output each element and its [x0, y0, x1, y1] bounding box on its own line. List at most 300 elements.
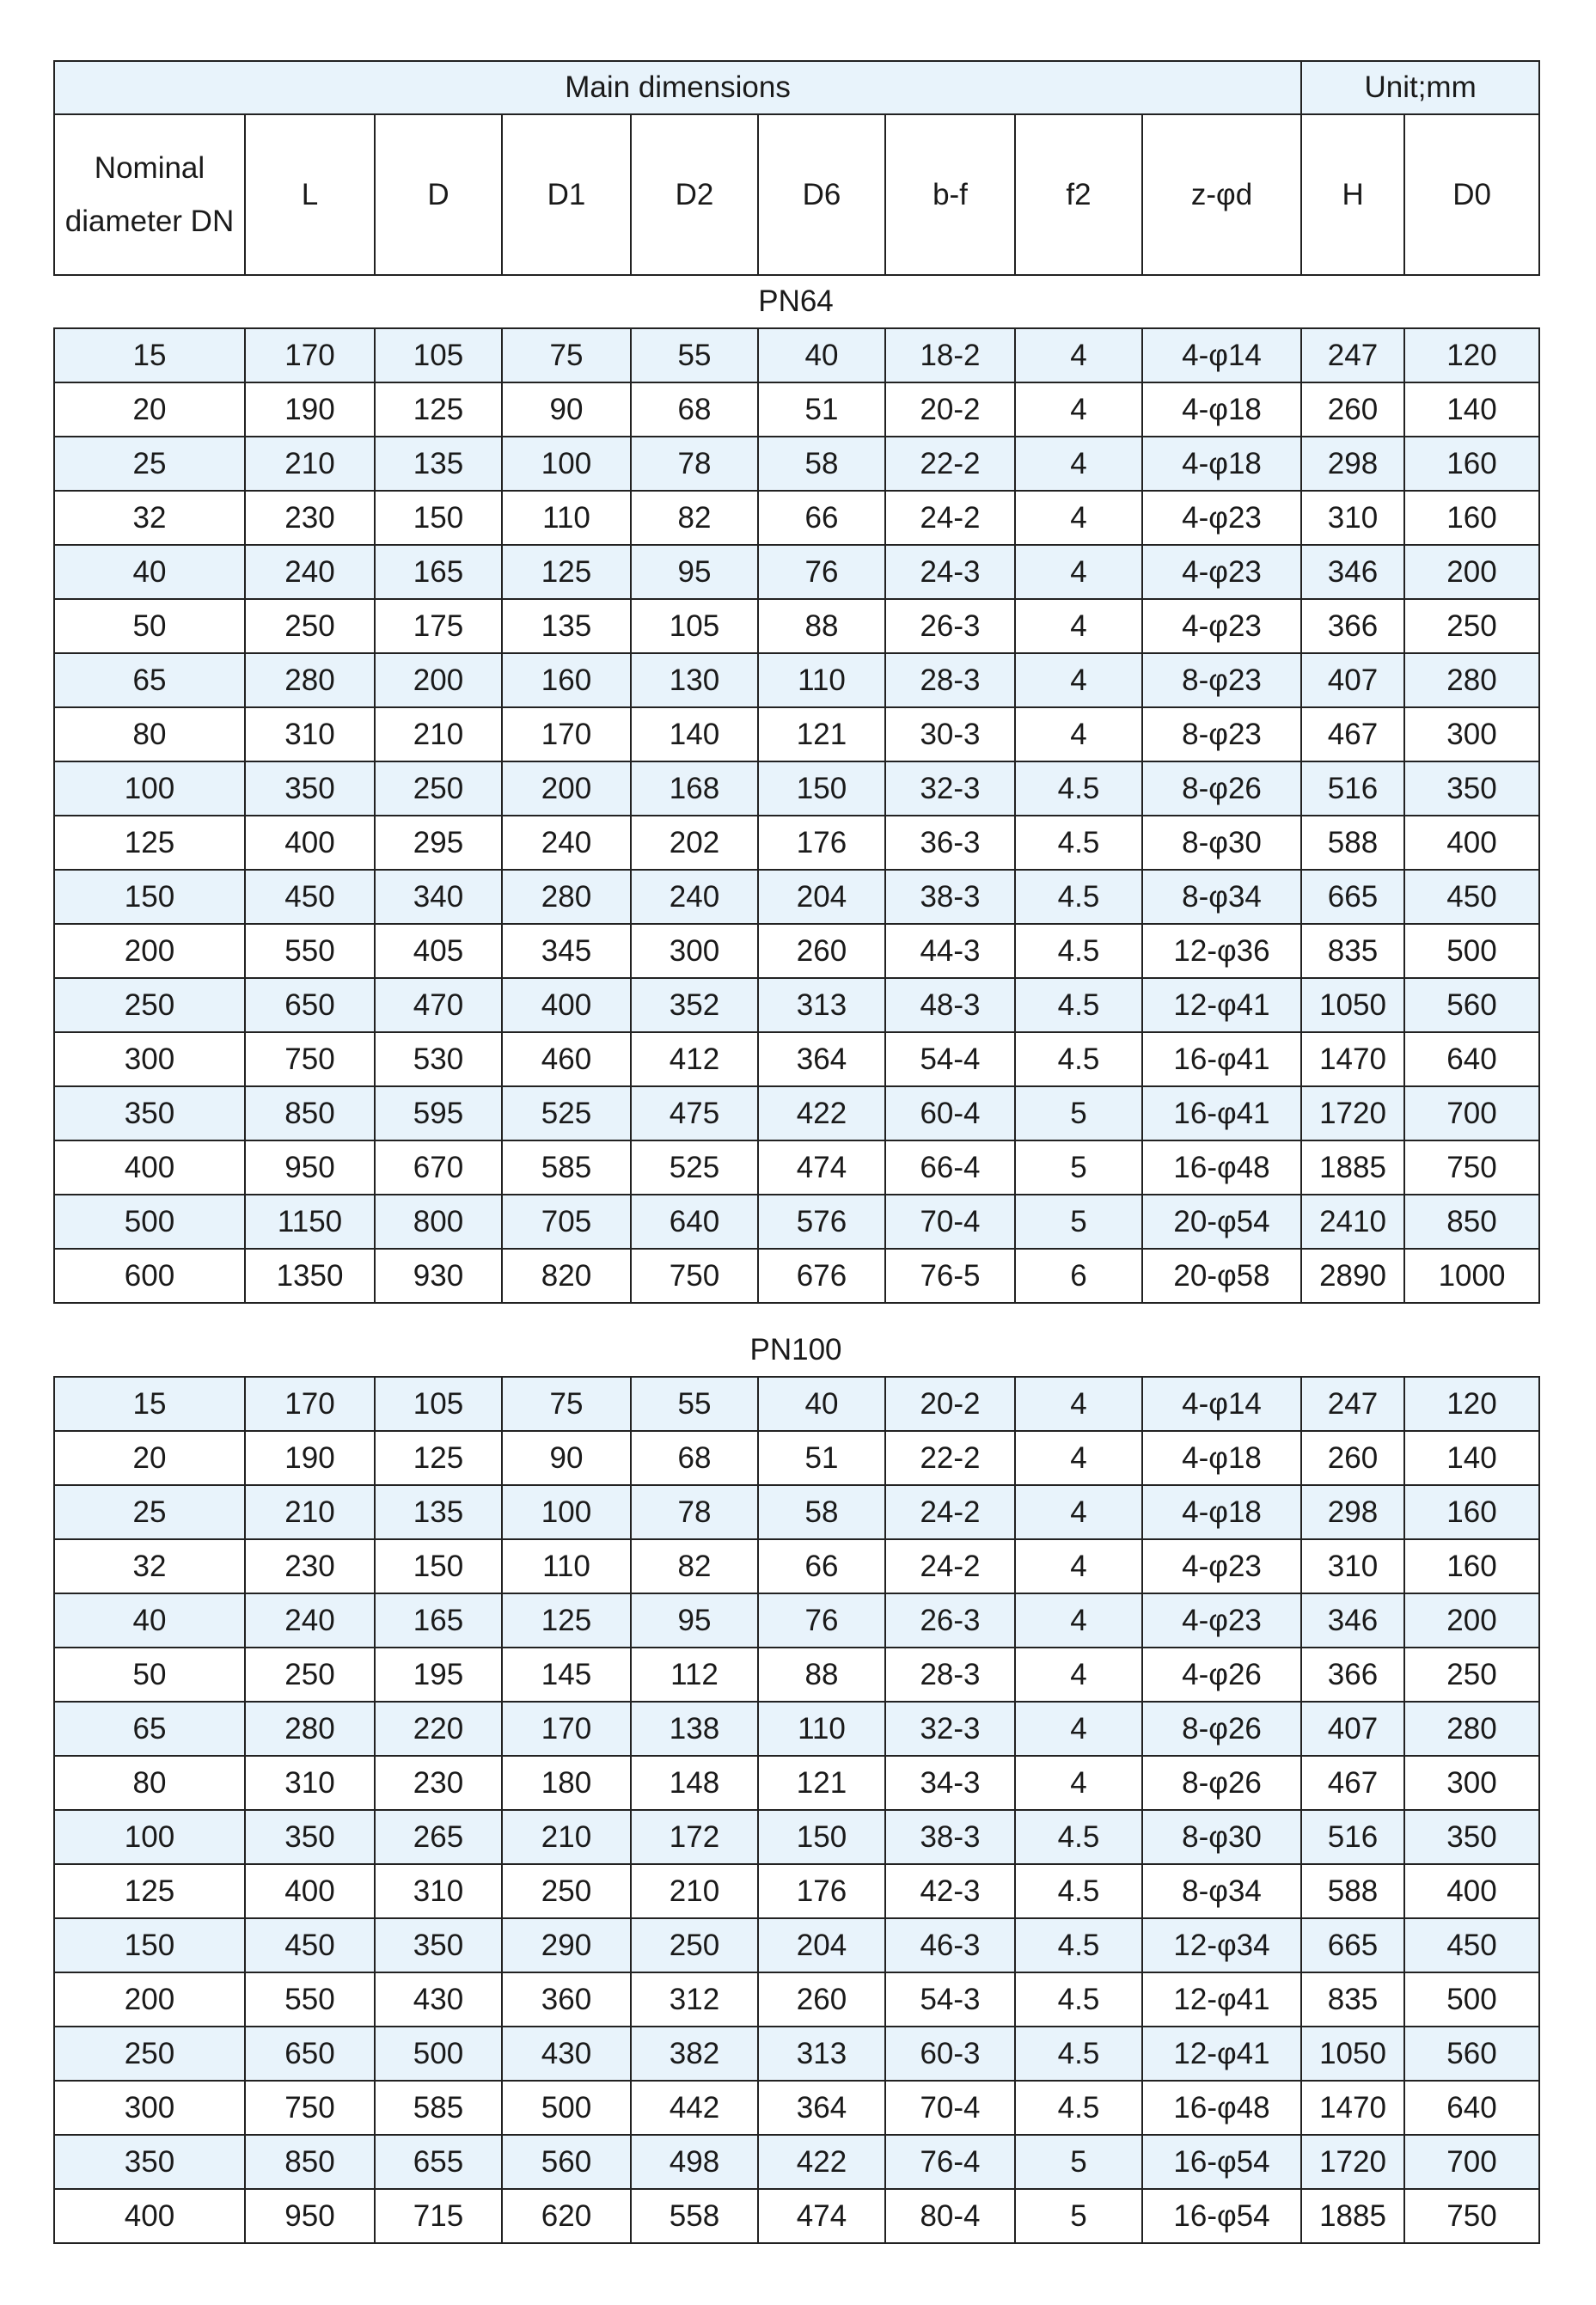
table-cell: 20-2 — [885, 382, 1015, 437]
table-cell: 68 — [631, 382, 758, 437]
table-cell: 360 — [502, 1972, 631, 2027]
table-cell: 400 — [502, 978, 631, 1032]
table-cell: 76 — [758, 545, 885, 599]
table-row — [54, 1810, 1539, 1864]
table-row — [54, 1032, 1539, 1086]
table-cell: 400 — [1404, 1864, 1539, 1918]
table-cell: 364 — [758, 1032, 885, 1086]
table-cell: 105 — [375, 328, 502, 382]
table-row — [54, 2189, 1539, 2243]
table-cell: 650 — [245, 978, 375, 1032]
table-cell: 4.5 — [1015, 761, 1142, 816]
table-cell: 4-φ18 — [1142, 382, 1301, 437]
table-cell: 25 — [54, 437, 245, 491]
table-cell: 66 — [758, 491, 885, 545]
table-cell: 204 — [758, 1918, 885, 1972]
table-cell: 105 — [375, 1377, 502, 1431]
table-cell: 51 — [758, 1431, 885, 1485]
table-cell: 12-φ41 — [1142, 2027, 1301, 2081]
table-cell: 295 — [375, 816, 502, 870]
table-cell: 78 — [631, 437, 758, 491]
table-cell: 145 — [502, 1648, 631, 1702]
table-cell: 4 — [1015, 328, 1142, 382]
table-cell: 600 — [54, 1249, 245, 1303]
table-cell: 38-3 — [885, 1810, 1015, 1864]
table-body — [54, 1377, 1539, 2243]
table-cell: 210 — [502, 1810, 631, 1864]
table-cell: 30-3 — [885, 707, 1015, 761]
table-cell: 170 — [502, 707, 631, 761]
table-cell: 280 — [245, 1702, 375, 1756]
table-cell: 51 — [758, 382, 885, 437]
table-cell: 310 — [1301, 491, 1404, 545]
table-row — [54, 2027, 1539, 2081]
table-cell: 100 — [502, 437, 631, 491]
table-cell: 165 — [375, 545, 502, 599]
table-cell: 265 — [375, 1810, 502, 1864]
table-cell: 138 — [631, 1702, 758, 1756]
table-cell: 640 — [631, 1195, 758, 1249]
table-cell: 176 — [758, 816, 885, 870]
table-cell: 88 — [758, 1648, 885, 1702]
table-cell: 170 — [502, 1702, 631, 1756]
table-cell: 8-φ26 — [1142, 1756, 1301, 1810]
table-cell: 350 — [1404, 761, 1539, 816]
table-cell: 32 — [54, 1539, 245, 1593]
table-cell: 170 — [245, 328, 375, 382]
table-cell: 120 — [1404, 1377, 1539, 1431]
table-cell: 705 — [502, 1195, 631, 1249]
table-cell: 250 — [375, 761, 502, 816]
table-cell: 16-φ54 — [1142, 2189, 1301, 2243]
table-cell: 38-3 — [885, 870, 1015, 924]
table-cell: 460 — [502, 1032, 631, 1086]
column-header-row — [54, 114, 1539, 275]
table-cell: 4 — [1015, 1377, 1142, 1431]
table-cell: 202 — [631, 816, 758, 870]
table-cell: 200 — [375, 653, 502, 707]
table-cell: 80 — [54, 1756, 245, 1810]
table-cell: 313 — [758, 2027, 885, 2081]
table-cell: 576 — [758, 1195, 885, 1249]
table-cell: 474 — [758, 1140, 885, 1195]
table-cell: 470 — [375, 978, 502, 1032]
table-cell: 150 — [375, 1539, 502, 1593]
table-cell: 65 — [54, 1702, 245, 1756]
column-header-z-phi-d: z-φd — [1142, 114, 1301, 275]
table-cell: 250 — [1404, 599, 1539, 653]
table-cell: 75 — [502, 328, 631, 382]
table-cell: 110 — [502, 491, 631, 545]
table-cell: 4.5 — [1015, 2027, 1142, 2081]
table-cell: 750 — [631, 1249, 758, 1303]
table-cell: 180 — [502, 1756, 631, 1810]
table-cell: 18-2 — [885, 328, 1015, 382]
column-header-d: D — [375, 114, 502, 275]
table-cell: 750 — [1404, 2189, 1539, 2243]
table-cell: 382 — [631, 2027, 758, 2081]
table-cell: 750 — [245, 1032, 375, 1086]
table-cell: 150 — [54, 870, 245, 924]
table-cell: 247 — [1301, 1377, 1404, 1431]
table-cell: 350 — [54, 2135, 245, 2189]
table-cell: 46-3 — [885, 1918, 1015, 1972]
table-cell: 172 — [631, 1810, 758, 1864]
table-cell: 700 — [1404, 2135, 1539, 2189]
table-row — [54, 437, 1539, 491]
table-cell: 76 — [758, 1593, 885, 1648]
table-cell: 4 — [1015, 1593, 1142, 1648]
table-cell: 60-4 — [885, 1086, 1015, 1140]
table-cell: 28-3 — [885, 653, 1015, 707]
table-cell: 105 — [631, 599, 758, 653]
table-cell: 560 — [502, 2135, 631, 2189]
table-cell: 530 — [375, 1032, 502, 1086]
table-cell: 350 — [54, 1086, 245, 1140]
table-row — [54, 816, 1539, 870]
table-cell: 500 — [1404, 924, 1539, 978]
table-cell: 8-φ26 — [1142, 1702, 1301, 1756]
table-cell: 68 — [631, 1431, 758, 1485]
table-cell: 1470 — [1301, 2081, 1404, 2135]
table-row — [54, 978, 1539, 1032]
table-cell: 150 — [758, 761, 885, 816]
table-cell: 200 — [502, 761, 631, 816]
table-cell: 160 — [1404, 1539, 1539, 1593]
table-cell: 310 — [245, 1756, 375, 1810]
table-cell: 58 — [758, 437, 885, 491]
table-cell: 15 — [54, 328, 245, 382]
table-cell: 70-4 — [885, 1195, 1015, 1249]
table-cell: 498 — [631, 2135, 758, 2189]
table-cell: 260 — [1301, 382, 1404, 437]
table-cell: 28-3 — [885, 1648, 1015, 1702]
table-cell: 310 — [245, 707, 375, 761]
table-cell: 160 — [1404, 437, 1539, 491]
table-cell: 930 — [375, 1249, 502, 1303]
table-cell: 125 — [375, 1431, 502, 1485]
table-row — [54, 2081, 1539, 2135]
table-cell: 204 — [758, 870, 885, 924]
table-cell: 467 — [1301, 707, 1404, 761]
table-cell: 4-φ26 — [1142, 1648, 1301, 1702]
table-cell: 16-φ41 — [1142, 1032, 1301, 1086]
table-cell: 20-φ54 — [1142, 1195, 1301, 1249]
column-header-d2: D2 — [631, 114, 758, 275]
table-cell: 110 — [502, 1539, 631, 1593]
table-cell: 12-φ41 — [1142, 1972, 1301, 2027]
table-cell: 350 — [245, 1810, 375, 1864]
table-cell: 750 — [1404, 1140, 1539, 1195]
table-cell: 240 — [245, 1593, 375, 1648]
table-cell: 366 — [1301, 1648, 1404, 1702]
table-cell: 16-φ48 — [1142, 2081, 1301, 2135]
table-cell: 58 — [758, 1485, 885, 1539]
section-title-pn100: PN100 — [749, 1333, 842, 1366]
table-cell: 40 — [758, 328, 885, 382]
table-cell: 280 — [245, 653, 375, 707]
table-cell: 346 — [1301, 545, 1404, 599]
table-cell: 65 — [54, 653, 245, 707]
table-cell: 8-φ30 — [1142, 1810, 1301, 1864]
table-cell: 200 — [1404, 1593, 1539, 1648]
table-cell: 82 — [631, 1539, 758, 1593]
table-cell: 475 — [631, 1086, 758, 1140]
table-cell: 312 — [631, 1972, 758, 2027]
table-row — [54, 761, 1539, 816]
table-cell: 1885 — [1301, 1140, 1404, 1195]
table-cell: 4.5 — [1015, 870, 1142, 924]
table-cell: 700 — [1404, 1086, 1539, 1140]
table-cell: 168 — [631, 761, 758, 816]
table-cell: 195 — [375, 1648, 502, 1702]
table-cell: 280 — [1404, 653, 1539, 707]
table-cell: 585 — [375, 2081, 502, 2135]
table-cell: 4-φ23 — [1142, 1539, 1301, 1593]
column-header-l: L — [245, 114, 375, 275]
table-cell: 100 — [54, 1810, 245, 1864]
column-header-d0: D0 — [1404, 114, 1539, 275]
table-cell: 558 — [631, 2189, 758, 2243]
table-cell: 240 — [631, 870, 758, 924]
table-cell: 24-2 — [885, 1539, 1015, 1593]
table-cell: 405 — [375, 924, 502, 978]
header-top-row — [54, 61, 1539, 114]
table-cell: 26-3 — [885, 599, 1015, 653]
table-cell: 550 — [245, 1972, 375, 2027]
table-cell: 250 — [631, 1918, 758, 1972]
table-cell: 8-φ34 — [1142, 870, 1301, 924]
table-cell: 125 — [375, 382, 502, 437]
table-cell: 676 — [758, 1249, 885, 1303]
table-cell: 835 — [1301, 1972, 1404, 2027]
table-cell: 800 — [375, 1195, 502, 1249]
table-cell: 4 — [1015, 1431, 1142, 1485]
table-cell: 100 — [54, 761, 245, 816]
table-cell: 8-φ34 — [1142, 1864, 1301, 1918]
table-cell: 670 — [375, 1140, 502, 1195]
table-cell: 54-3 — [885, 1972, 1015, 2027]
table-cell: 4 — [1015, 1485, 1142, 1539]
table-cell: 160 — [1404, 1485, 1539, 1539]
table-cell: 4 — [1015, 437, 1142, 491]
column-header-d1: D1 — [502, 114, 631, 275]
table-cell: 500 — [502, 2081, 631, 2135]
section-spacer — [53, 1304, 1538, 1324]
table-row — [54, 1249, 1539, 1303]
column-header-dn: Nominal diameter DN — [54, 114, 245, 275]
table-row — [54, 1756, 1539, 1810]
table-cell: 588 — [1301, 1864, 1404, 1918]
table-cell: 4 — [1015, 1539, 1142, 1593]
table-cell: 20-φ58 — [1142, 1249, 1301, 1303]
table-cell: 150 — [758, 1810, 885, 1864]
table-cell: 60-3 — [885, 2027, 1015, 2081]
table-cell: 20-2 — [885, 1377, 1015, 1431]
table-cell: 135 — [375, 1485, 502, 1539]
table-cell: 500 — [54, 1195, 245, 1249]
table-row — [54, 1086, 1539, 1140]
table-row — [54, 1593, 1539, 1648]
table-cell: 260 — [758, 1972, 885, 2027]
table-cell: 26-3 — [885, 1593, 1015, 1648]
table-cell: 50 — [54, 1648, 245, 1702]
table-cell: 210 — [245, 1485, 375, 1539]
table-cell: 1470 — [1301, 1032, 1404, 1086]
table-cell: 176 — [758, 1864, 885, 1918]
table-cell: 22-2 — [885, 1431, 1015, 1485]
table-cell: 125 — [502, 1593, 631, 1648]
table-row — [54, 1377, 1539, 1431]
table-cell: 1350 — [245, 1249, 375, 1303]
column-header-f2: f2 — [1015, 114, 1142, 275]
table-row — [54, 599, 1539, 653]
table-cell: 150 — [54, 1918, 245, 1972]
table-cell: 230 — [245, 491, 375, 545]
table-cell: 2410 — [1301, 1195, 1404, 1249]
table-cell: 352 — [631, 978, 758, 1032]
unit-label: Unit;mm — [1301, 61, 1539, 114]
table-cell: 665 — [1301, 870, 1404, 924]
table-row — [54, 382, 1539, 437]
table-cell: 350 — [1404, 1810, 1539, 1864]
table-cell: 835 — [1301, 924, 1404, 978]
table-cell: 500 — [1404, 1972, 1539, 2027]
table-cell: 350 — [245, 761, 375, 816]
table-cell: 430 — [502, 2027, 631, 2081]
table-cell: 474 — [758, 2189, 885, 2243]
table-cell: 516 — [1301, 761, 1404, 816]
data-table-pn100 — [53, 1376, 1540, 2244]
table-cell: 4.5 — [1015, 1918, 1142, 1972]
table-cell: 25 — [54, 1485, 245, 1539]
table-cell: 190 — [245, 382, 375, 437]
table-cell: 4 — [1015, 491, 1142, 545]
table-cell: 125 — [54, 1864, 245, 1918]
table-cell: 250 — [502, 1864, 631, 1918]
table-cell: 4.5 — [1015, 1864, 1142, 1918]
table-cell: 100 — [502, 1485, 631, 1539]
table-cell: 1720 — [1301, 2135, 1404, 2189]
table-cell: 450 — [245, 1918, 375, 1972]
table-cell: 1885 — [1301, 2189, 1404, 2243]
table-row — [54, 1140, 1539, 1195]
table-cell: 4.5 — [1015, 1972, 1142, 2027]
table-cell: 820 — [502, 1249, 631, 1303]
table-cell: 130 — [631, 653, 758, 707]
table-cell: 5 — [1015, 1140, 1142, 1195]
table-cell: 4.5 — [1015, 924, 1142, 978]
table-cell: 5 — [1015, 2189, 1142, 2243]
table-cell: 715 — [375, 2189, 502, 2243]
column-header-h: H — [1301, 114, 1404, 275]
table-cell: 298 — [1301, 437, 1404, 491]
dimension-sheet — [53, 60, 1538, 2244]
table-cell: 640 — [1404, 1032, 1539, 1086]
table-cell: 121 — [758, 707, 885, 761]
table-cell: 4-φ14 — [1142, 328, 1301, 382]
table-cell: 200 — [54, 924, 245, 978]
table-cell: 135 — [502, 599, 631, 653]
table-cell: 560 — [1404, 2027, 1539, 2081]
table-cell: 140 — [1404, 382, 1539, 437]
table-row — [54, 924, 1539, 978]
table-cell: 300 — [54, 1032, 245, 1086]
table-cell: 290 — [502, 1918, 631, 1972]
table-cell: 4 — [1015, 1702, 1142, 1756]
table-cell: 525 — [631, 1140, 758, 1195]
table-cell: 54-4 — [885, 1032, 1015, 1086]
table-cell: 4 — [1015, 1648, 1142, 1702]
table-cell: 247 — [1301, 328, 1404, 382]
table-cell: 4-φ23 — [1142, 1593, 1301, 1648]
table-cell: 250 — [245, 1648, 375, 1702]
table-cell: 170 — [245, 1377, 375, 1431]
table-cell: 850 — [245, 2135, 375, 2189]
table-row — [54, 1702, 1539, 1756]
table-cell: 90 — [502, 382, 631, 437]
table-cell: 4-φ23 — [1142, 599, 1301, 653]
table-row — [54, 328, 1539, 382]
table-cell: 400 — [245, 816, 375, 870]
table-row — [54, 1539, 1539, 1593]
table-cell: 280 — [1404, 1702, 1539, 1756]
table-row — [54, 707, 1539, 761]
table-cell: 422 — [758, 1086, 885, 1140]
table-cell: 2890 — [1301, 1249, 1404, 1303]
table-cell: 15 — [54, 1377, 245, 1431]
table-cell: 160 — [1404, 491, 1539, 545]
table-cell: 95 — [631, 1593, 758, 1648]
table-cell: 32-3 — [885, 1702, 1015, 1756]
table-cell: 1050 — [1301, 978, 1404, 1032]
table-cell: 82 — [631, 491, 758, 545]
table-cell: 400 — [245, 1864, 375, 1918]
table-cell: 80-4 — [885, 2189, 1015, 2243]
table-cell: 4.5 — [1015, 978, 1142, 1032]
table-cell: 66 — [758, 1539, 885, 1593]
table-cell: 50 — [54, 599, 245, 653]
table-cell: 550 — [245, 924, 375, 978]
table-cell: 5 — [1015, 2135, 1142, 2189]
table-body — [54, 328, 1539, 1303]
table-cell: 165 — [375, 1593, 502, 1648]
table-cell: 665 — [1301, 1918, 1404, 1972]
table-cell: 620 — [502, 2189, 631, 2243]
table-cell: 8-φ23 — [1142, 653, 1301, 707]
table-cell: 655 — [375, 2135, 502, 2189]
table-cell: 300 — [1404, 707, 1539, 761]
table-cell: 78 — [631, 1485, 758, 1539]
table-cell: 310 — [1301, 1539, 1404, 1593]
table-row — [54, 1918, 1539, 1972]
table-cell: 210 — [631, 1864, 758, 1918]
table-cell: 1050 — [1301, 2027, 1404, 2081]
table-cell: 34-3 — [885, 1756, 1015, 1810]
table-cell: 400 — [54, 2189, 245, 2243]
table-row — [54, 491, 1539, 545]
table-cell: 500 — [375, 2027, 502, 2081]
table-cell: 4.5 — [1015, 816, 1142, 870]
table-cell: 5 — [1015, 1086, 1142, 1140]
table-cell: 4-φ14 — [1142, 1377, 1301, 1431]
table-row — [54, 653, 1539, 707]
table-cell: 112 — [631, 1648, 758, 1702]
table-cell: 175 — [375, 599, 502, 653]
table-cell: 350 — [375, 1918, 502, 1972]
table-cell: 525 — [502, 1086, 631, 1140]
data-table-pn64 — [53, 327, 1540, 1304]
